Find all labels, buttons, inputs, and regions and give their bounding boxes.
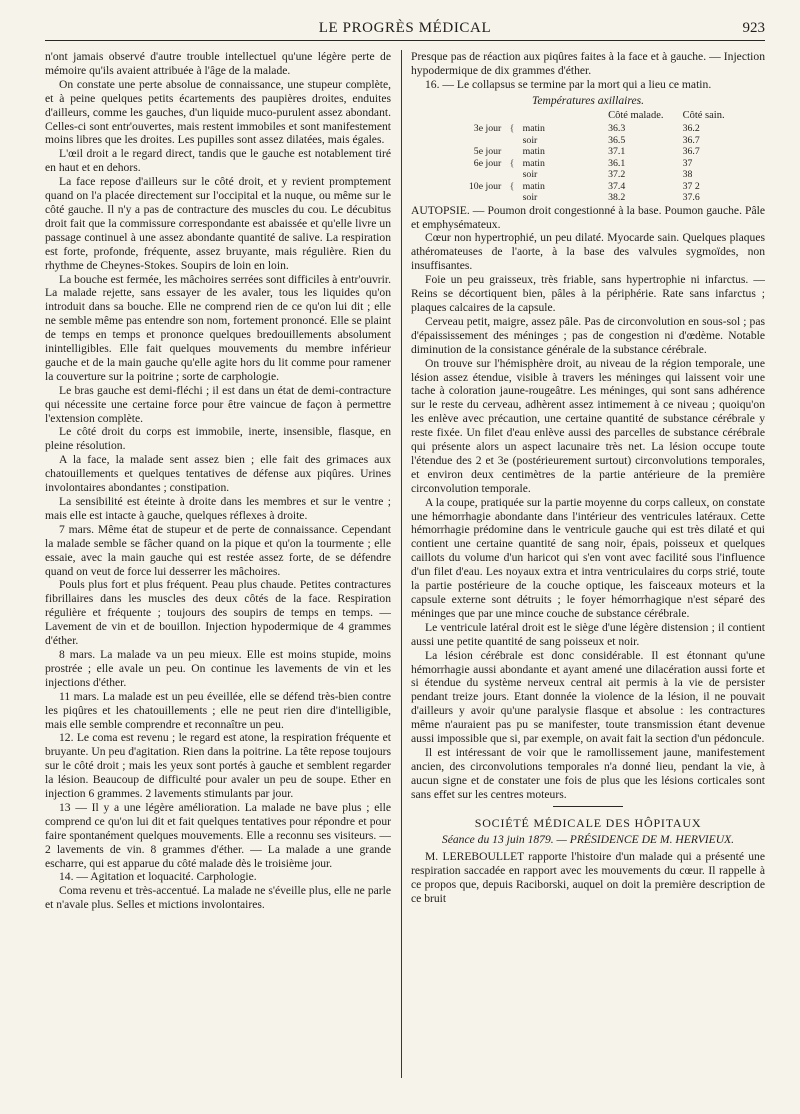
time-cell: soir <box>522 169 538 181</box>
table-row <box>421 192 741 204</box>
temperature-table <box>421 110 741 204</box>
malade-cell: 36.5 <box>608 134 626 146</box>
paragraph: Cerveau petit, maigre, assez pâle. Pas de circonvolution en sous-sol ; pas d'épaississement des méninges ; pas de congestion ni d'œdème. Notable diminution de la consistance générale de la substance cérébrale. <box>411 314 765 356</box>
day-cell: 6e jour <box>473 157 502 169</box>
sain-cell: 37 2 <box>682 180 700 192</box>
table-row <box>421 169 741 181</box>
table-row: 10e jour { matin 37.4 37 2 <box>421 181 741 193</box>
right-column <box>411 50 765 1074</box>
paragraph: On trouve sur l'hémisphère droit, au niveau de la région temporale, une lésion assez étendue, visible à travers les méninges qui laissent voir une tache à coloration jaune-rougeâtre. Les méninges, qui sont sans adhérence sur le reste du cerveau, adhèrent assez intimement à ce niveau ; quoiqu'on les enlève avec précaution, une certaine quantité de substance cérébrale y reste fixée. Un filet d'eau enlève aussi des parcelles de substance cérébrale qui présente alors un aspect lacunaire très net. La lésion occupe toute l'étendue des 2 et 3e (postérieurement surtout) circonvolutions temporales, et environ deux centimètres de la partie antérieure de la première circonvolution temporale. <box>411 356 765 495</box>
time-cell: soir <box>522 134 538 146</box>
sain-cell: 38 <box>682 169 693 181</box>
paragraph: L'œil droit a le regard direct, tandis que le gauche est notablement tiré en haut et en dehors. <box>45 147 391 175</box>
paragraph: A la coupe, pratiquée sur la partie moyenne du corps calleux, on constate une hémorrhagie abondante dans l'intérieur des ventricules latéraux. Cette hémorrhagie prédomine dans le ventricule gauche qui est très dilaté et qui contient une certaine quantité de sang noir, épais, poisseux et quelques caillots du volume d'un haricot qui s'en vont avec facilité sous l'influence d'un filet d'eau. Les noyaux extra et intra ventriculaires du corps strié, toute la partie postérieure de la couche optique, les faisceaux moteurs et la capsule externe sont détruits ; le foyer hémorrhagique n'est séparé des méninges que par une mince couche de substance cérébrale. <box>411 495 765 620</box>
table-row <box>421 135 741 147</box>
page-number: 923 <box>742 20 765 36</box>
paragraph: 12. Le coma est revenu ; le regard est atone, la respiration fréquente et bruyante. Un peu d'agitation. Rien dans la poitrine. La tête repose toujours sur le côté droit ; mais les yeux sont portés à gauche et semblent regarder la lésion. Beaucoup de difficulté pour avaler un peu de soupe. Ether en injection 6 grammes. 2 lavements stimulants par jour. <box>45 731 391 801</box>
paragraph: A la face, la malade sent assez bien ; elle fait des grimaces aux chatouillements et quelques tentatives de défense aux piqûres. Urines involontaires abondantes ; constipation. <box>45 453 391 495</box>
paragraph: AUTOPSIE. — Poumon droit congestionné à la base. Poumon gauche. Pâle et emphysémateux. <box>411 203 765 231</box>
paragraph: 13 — Il y a une légère amélioration. La malade ne bave plus ; elle comprend ce qu'on lui dit et fait quelques tentatives pour répondre et pour faire spontanément quelques mouvements. Elle a reconnu ses visiteurs. — 2 lavements de vin. 8 grammes d'éther. — La malade a une grande escharre, qui est apparue du côté malade dès le troisième jour. <box>45 800 391 870</box>
running-head <box>45 18 765 41</box>
sain-cell: 36.7 <box>682 134 700 146</box>
table-row: 6e jour { matin 36.1 37 <box>421 158 741 170</box>
sain-cell: 37.6 <box>682 192 700 204</box>
sain-cell: 37 <box>682 157 693 169</box>
paragraph: Le bras gauche est demi-fléchi ; il est dans un état de demi-contracture qui nécessite une certaine force pour être vaincue de façon à permettre l'extension complète. <box>45 383 391 425</box>
paragraph: Cœur non hypertrophié, un peu dilaté. Myocarde sain. Quelques plaques athéromateuses de l'aorte, à la base des valvules sygmoïdes, non insuffisantes. <box>411 231 765 273</box>
paragraph: La bouche est fermée, les mâchoires serrées sont difficiles à entr'ouvrir. La malade rejette, sans essayer de les avaler, tous les liquides qu'on introduit dans sa bouche. Elle ne comprend rien de ce qu'on lui dit ; elle ne semble même pas entendre son nom, fortement prononcé. Elle se plaint de temps en temps et prononce quelques bredouillements absolument inintelligibles. Elle fait quelques mouvements du membre inférieur gauche et de la main gauche qu'elle agite hors du lit comme pour ramener la couverture sur la poitrine ; sorte de carphologie. <box>45 272 391 383</box>
running-title: LE PROGRÈS MÉDICAL <box>318 20 492 36</box>
section-divider <box>553 806 623 807</box>
malade-cell: 38.2 <box>608 192 626 204</box>
column-divider <box>401 50 402 1078</box>
time-cell: matin <box>522 157 545 169</box>
table-row <box>421 146 741 158</box>
malade-cell: 36.1 <box>608 157 626 169</box>
sain-cell: 36.2 <box>682 123 700 135</box>
paragraph: 16. — Le collapsus se termine par la mort qui a lieu ce matin. <box>425 77 712 91</box>
day-cell <box>421 192 504 204</box>
day-cell: 10e jour <box>468 180 502 192</box>
paragraph: Presque pas de réaction aux piqûres faites à la face et à gauche. — Injection hypodermique de dix grammes d'éther. <box>411 50 765 77</box>
paragraph: La lésion cérébrale est donc considérable. Il est étonnant qu'une hémorrhagie aussi abondante et ayant amené une dilacération aussi forte et si étendue du système nerveux central ait permis à la vie de persister pendant treize jours. Etant donnée la violence de la lésion, il ne pouvait d'ailleurs y avoir qu'une paralysie flasque et absolue : les contractures même n'auraient pas pu se manifester, toute transmission étant devenue aussi impossible que si, par exemple, on avait fait la section d'un pédoncule. <box>411 648 765 746</box>
time-cell: matin <box>522 180 545 192</box>
paragraph: La sensibilité est éteinte à droite dans les membres et sur le ventre ; mais elle est intacte à gauche, quelques réflexes à droite. <box>45 495 391 522</box>
paragraph: 11 mars. La malade est un peu éveillée, elle se défend très-bien contre les piqûres et les chatouillements ; elle ne peut rien dire d'intelligible, mais elle semble comprendre et reconnaître un peu. <box>45 689 391 731</box>
column-header-sain: Côté sain. <box>682 109 725 121</box>
paragraph: Le côté droit du corps est immobile, inerte, insensible, flasque, en pleine résolution. <box>45 425 391 453</box>
day-cell: 5e jour <box>473 146 502 158</box>
paragraph: La face repose d'ailleurs sur le côté droit, et y revient promptement quand on l'a placée directement sur l'occipital et la nuque, ou même sur le côté gauche. Il n'y a pas de contracture des muscles du cou. Le décubitus droit fait que la commissure correspondante est abaissée et qu'elle livre un passage continuel à une assez abondante quantité de salive. La respiration est forte, profonde, fréquente, assez bruyante, mais régulière. Rien du rhythme de Cheynes-Stokes. Soupirs de loin en loin. <box>45 175 391 272</box>
malade-cell: 37.2 <box>608 169 626 181</box>
time-cell: matin <box>522 146 545 158</box>
day-cell: 3e jour <box>473 123 502 135</box>
time-cell: soir <box>522 192 538 204</box>
paragraph: M. LEREBOULLET rapporte l'histoire d'un malade qui a présenté une respiration saccadée en rapport avec les mouvements du cœur. Il rappelle à ce propos que, depuis Raciborski, auquel on doit la première description de ce bruit <box>411 850 765 906</box>
time-cell: matin <box>522 123 545 135</box>
paragraph: 7 mars. Même état de stupeur et de perte de connaissance. Cependant la malade semble se fâcher quand on la pique et qu'on la tourmente ; elle essaie, avec la main gauche qui est restée assez forte, de se défendre quand on veut de force lui desserrer les mâchoires. <box>45 522 391 578</box>
paragraph: Le ventricule latéral droit est le siège d'une légère distension ; il contient aussi une petite quantité de sang poisseux et noir. <box>411 620 765 648</box>
paragraph: n'ont jamais observé d'autre trouble intellectuel qu'une légère perte de mémoire qu'ils avaient attribuée à l'âge de la malade. <box>45 50 391 77</box>
seance-line: Séance du 13 juin 1879. — PRÉSIDENCE DE M. HERVIEUX. <box>441 832 735 846</box>
malade-cell: 37.1 <box>608 146 626 158</box>
day-cell <box>421 135 504 147</box>
malade-cell: 37.4 <box>608 180 626 192</box>
sain-cell: 36.7 <box>682 146 700 158</box>
temperature-table-title: Températures axillaires. <box>531 93 645 107</box>
paragraph: 8 mars. La malade va un peu mieux. Elle est moins stupide, moins prostrée ; elle avale un peu. On continue les lavements de vin et les injections d'éther. <box>45 647 391 689</box>
column-header-malade: Côté malade. <box>608 109 664 121</box>
table-header-row <box>421 110 741 124</box>
malade-cell: 36.3 <box>608 123 626 135</box>
paragraph: Il est intéressant de voir que le ramollissement jaune, manifestement ancien, des circonvolutions temporales n'a donné lieu, pendant la vie, à aucun signe et de constater une fois de plus que les lésions corticales sont sans effet sur les centres moteurs. <box>411 745 765 801</box>
paragraph: Pouls plus fort et plus fréquent. Peau plus chaude. Petites contractures fibrillaires dans les muscles des deux côtés de la face. Respiration régulière et fréquente ; toujours des soupirs de temps en temps. — Lavement de vin et de bouillon. Injection hypodermique de 4 grammes d'éther. <box>45 578 391 648</box>
table-row: 3e jour { matin 36.3 36.2 <box>421 123 741 135</box>
paragraph: On constate une perte absolue de connaissance, une stupeur complète, et à peine quelques petits écartements des paupières droites, enduites d'ailleurs, comme les gauches, d'un liquide muco-purulent assez abondant. Celles-ci sont entr'ouvertes, mais restent immobiles et sont manifestement moins libres que les droites. Les pupilles sont assez dilatées, mais égales. <box>45 77 391 147</box>
paragraph: Coma revenu et très-accentué. La malade ne s'éveille plus, elle ne parle et n'avale plus. Selles et mictions involontaires. <box>45 884 391 912</box>
left-column <box>45 50 391 1074</box>
day-cell <box>421 169 504 181</box>
section-heading: SOCIÉTÉ MÉDICALE DES HÔPITAUX <box>474 815 702 830</box>
paragraph: Foie un peu graisseux, très friable, sans hypertrophie ni infarctus. — Reins se décortiquent bien, pâles à la périphérie. Rate sans infarctus ; plaques calcaires de la capsule. <box>411 273 765 314</box>
paragraph: 14. — Agitation et loquacité. Carphologie. <box>59 870 257 884</box>
